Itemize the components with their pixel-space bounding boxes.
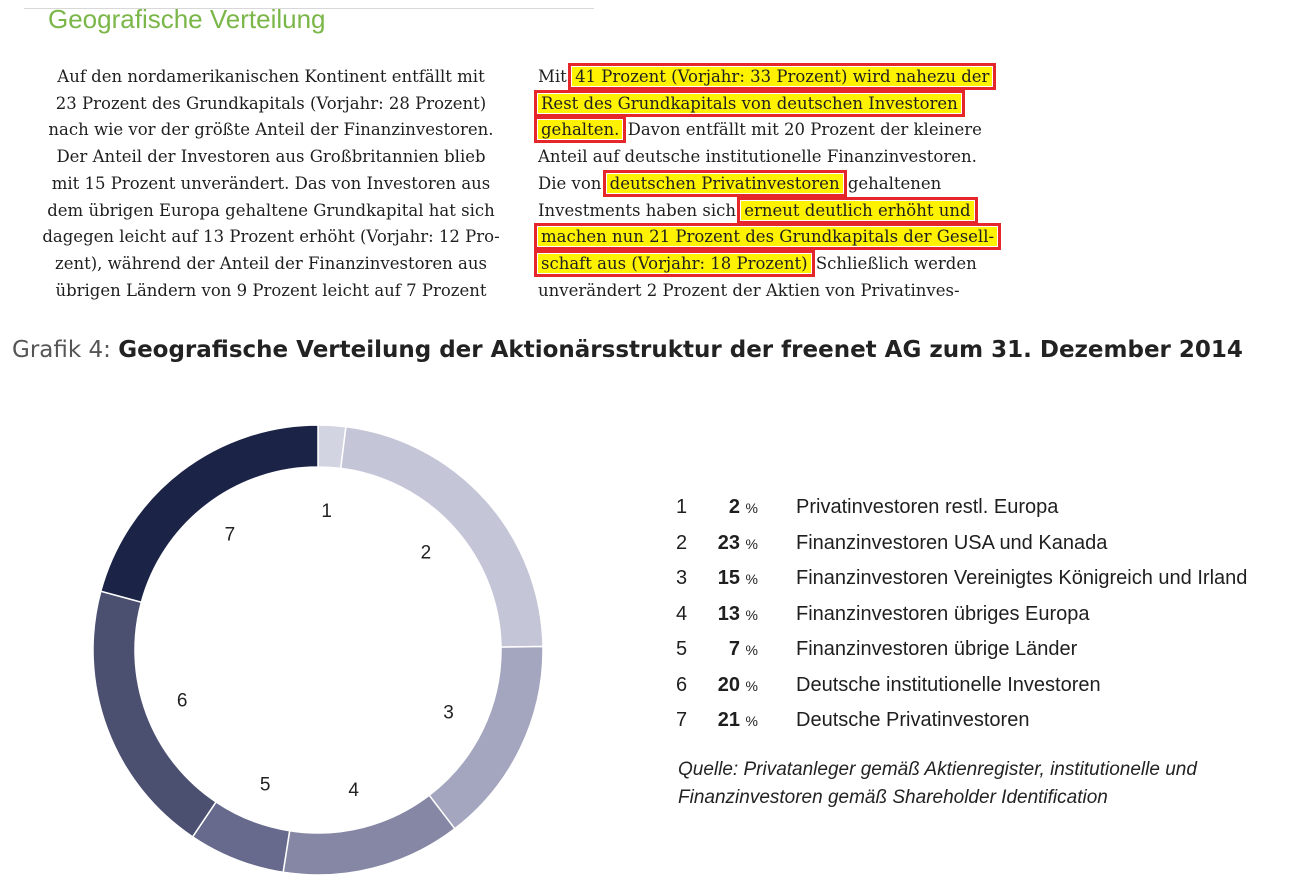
legend-label: Finanzinvestoren übrige Länder [796, 638, 1078, 660]
text-line: Auf den nordamerikanischen Kontinent entfällt mit [57, 67, 485, 86]
legend-number: 2 [676, 531, 688, 554]
highlight: machen nun 21 Prozent des Grundkapitals der Gesell- [538, 227, 997, 246]
legend-value: 21 [717, 709, 740, 731]
legend-label: Finanzinvestoren Vereinigtes Königreich und Irland [796, 567, 1248, 589]
donut-segment-label: 2 [420, 542, 432, 564]
text-line: dem übrigen Europa gehaltene Grundkapital hat sich [47, 200, 495, 220]
source-note [678, 756, 1197, 812]
text-line: übrigen Ländern von 9 Prozent leicht auf 7 Prozent [55, 280, 487, 300]
right-text-column [538, 64, 995, 304]
legend-label: Deutsche Privatinvestoren [796, 709, 1030, 731]
text-fragment: Schließlich werden [810, 253, 977, 273]
legend-label: Deutsche institutionelle Investoren [796, 673, 1101, 696]
highlight: erneut deutlich erhöht und [741, 201, 973, 220]
legend-number: 5 [676, 638, 688, 660]
legend-value: 13 [717, 602, 740, 625]
text-line: unverändert 2 Prozent der Aktien von Privatinves- [538, 280, 960, 300]
left-text-column [38, 64, 504, 304]
text-fragment: Mit [538, 67, 573, 86]
donut-chart [80, 412, 560, 892]
legend-number: 1 [676, 496, 688, 518]
text-line [538, 224, 995, 251]
text-line [538, 171, 992, 198]
legend-percent [710, 526, 758, 563]
legend-value: 15 [717, 567, 740, 589]
legend-unit: % [745, 571, 758, 587]
text-fragment: gehaltenen [842, 173, 942, 193]
donut-segment-6 [93, 591, 216, 837]
legend-label: Finanzinvestoren USA und Kanada [796, 531, 1108, 554]
figure-title [12, 337, 1243, 363]
legend-unit: % [745, 677, 758, 694]
donut-segment-2 [341, 427, 543, 647]
text-line: mit 15 Prozent unverändert. Das von Investoren aus [51, 173, 491, 193]
legend-unit: % [745, 606, 758, 623]
text-fragment: Investments haben sich [538, 200, 742, 220]
text-line [538, 251, 992, 278]
section-title: Geografische Verteilung [48, 4, 326, 34]
text-line [538, 198, 992, 225]
legend-unit: % [745, 500, 758, 516]
donut-segment-label: 5 [259, 774, 271, 796]
donut-segment-label: 6 [176, 690, 188, 712]
legend-label: Privatinvestoren restl. Europa [796, 496, 1059, 518]
donut-segment-4 [283, 795, 455, 875]
figure-prefix: Grafik 4: [12, 337, 119, 363]
legend-percent [710, 561, 758, 598]
donut-segment-3 [429, 647, 543, 829]
text-line: zent), während der Anteil der Finanzinvestoren aus [55, 253, 487, 273]
text-line: Anteil auf deutsche institutionelle Finanzinvestoren. [538, 147, 977, 167]
highlight: gehalten. [538, 120, 622, 139]
highlight: deutschen Privatinvestoren [607, 174, 843, 193]
donut-segment-label: 3 [443, 702, 454, 724]
legend-percent [710, 668, 758, 705]
legend-label: Finanzinvestoren übriges Europa [796, 602, 1090, 625]
legend-unit: % [745, 642, 758, 658]
legend-number: 7 [676, 709, 688, 731]
highlight: schaft aus (Vorjahr: 18 Prozent) [538, 254, 811, 273]
text-line [538, 91, 992, 118]
legend-value: 7 [728, 638, 740, 660]
text-fragment: Davon entfällt mit 20 Prozent der kleinere [622, 120, 982, 140]
legend-number: 3 [676, 567, 688, 589]
text-line: Der Anteil der Investoren aus Großbritannien blieb [56, 147, 486, 167]
text-line [538, 64, 992, 91]
text-line [538, 117, 992, 144]
highlight: 41 Prozent (Vorjahr: 33 Prozent) wird nahezu der [572, 67, 992, 86]
text-fragment: Die von [538, 173, 607, 193]
figure-title-text: Geografische Verteilung der Aktionärsstruktur der freenet AG zum 31. Dezember 2014 [118, 337, 1243, 363]
legend-number: 6 [676, 673, 688, 696]
source-line: Finanzinvestoren gemäß Shareholder Identification [678, 787, 1108, 808]
legend-unit: % [745, 713, 758, 729]
text-line: nach wie vor der größte Anteil der Finanzinvestoren. [48, 120, 494, 140]
legend-percent [710, 632, 758, 669]
text-line: dagegen leicht auf 13 Prozent erhöht (Vorjahr: 12 Pro- [42, 227, 500, 247]
legend-value: 2 [728, 496, 740, 518]
legend-unit: % [745, 535, 758, 552]
legend-value: 20 [717, 673, 740, 696]
legend-number: 4 [676, 602, 688, 625]
legend-percent [710, 597, 758, 634]
legend-value: 23 [717, 531, 740, 554]
source-line: Quelle: Privatanleger gemäß Aktienregister, institutionelle und [678, 759, 1197, 780]
legend-percent [710, 490, 758, 527]
donut-segment-label: 7 [224, 524, 236, 546]
donut-segment-7 [101, 425, 318, 602]
donut-segment-label: 1 [321, 500, 332, 522]
text-line: 23 Prozent des Grundkapitals (Vorjahr: 28 Prozent) [55, 93, 487, 113]
highlight: Rest des Grundkapitals von deutschen Investoren [538, 94, 961, 113]
legend-percent [710, 703, 758, 740]
donut-segment-label: 4 [348, 780, 359, 802]
